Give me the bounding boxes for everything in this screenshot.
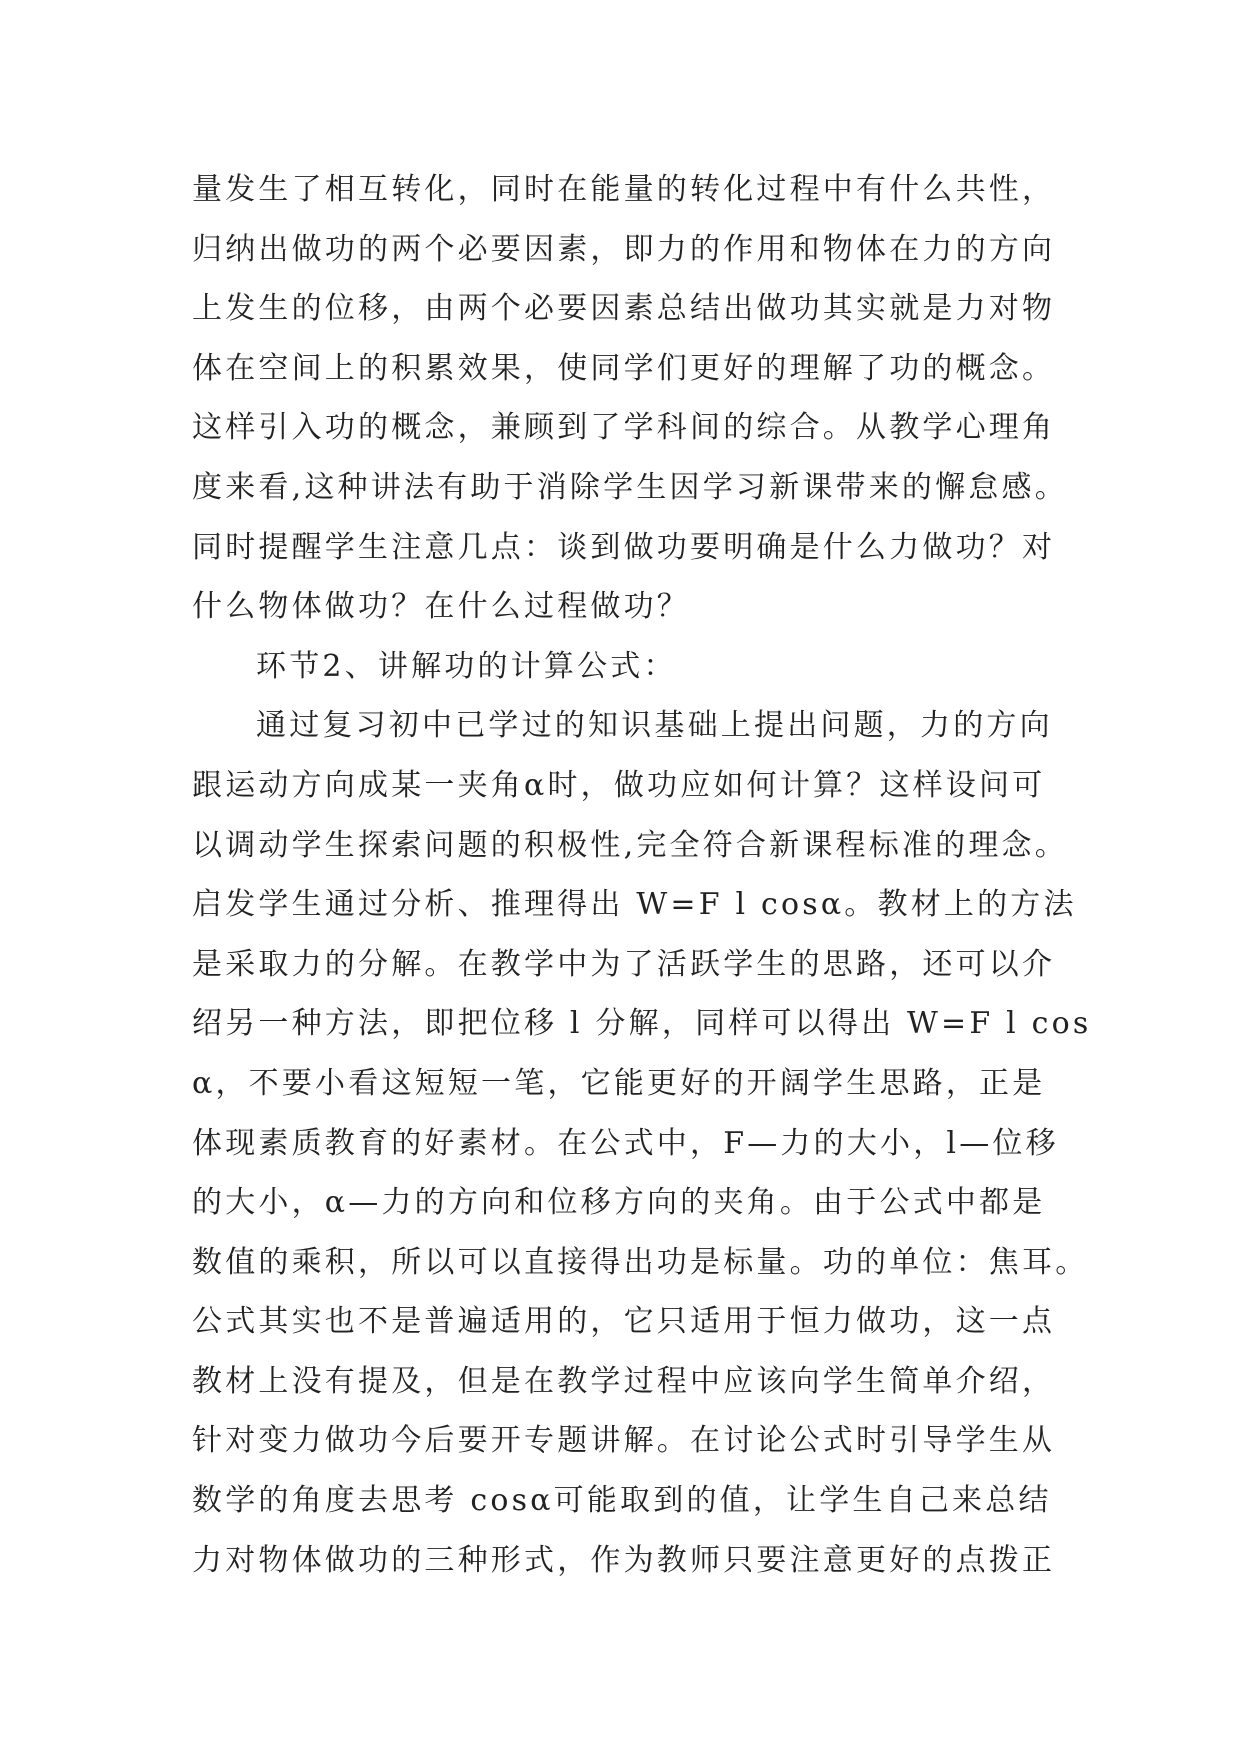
paragraph-start-line: 通过复习初中已学过的知识基础上提出问题，力的方向 <box>256 708 1053 744</box>
text-line: 力对物体做功的三种形式，作为教师只要注意更好的点拨正 <box>192 1542 1056 1578</box>
text-line: 是采取力的分解。在教学中为了活跃学生的思路，还可以介 <box>192 946 1056 982</box>
text-line: 针对变力做功今后要开专题讲解。在讨论公式时引导学生从 <box>192 1423 1056 1459</box>
text-line: 绍另一种方法，即把位移 l 分解，同样可以得出 W=F l cos <box>192 1006 1092 1042</box>
text-line: 公式其实也不是普遍适用的，它只适用于恒力做功，这一点 <box>192 1304 1056 1340</box>
text-line: 量发生了相互转化，同时在能量的转化过程中有什么共性， <box>192 172 1056 207</box>
text-line: 教材上没有提及，但是在教学过程中应该向学生简单介绍， <box>192 1363 1056 1399</box>
text-line: 跟运动方向成某一夹角α时，做功应如何计算？这样设问可 <box>192 767 1046 803</box>
text-line: 的大小，α—力的方向和位移方向的夹角。由于公式中都是 <box>192 1185 1046 1221</box>
text-line: 体现素质教育的好素材。在公式中，F—力的大小，l—位移 <box>192 1125 1059 1161</box>
text-line: 什么物体做功？在什么过程做功？ <box>192 589 690 625</box>
text-line: 体在空间上的积累效果，使同学们更好的理解了功的概念。 <box>192 350 1056 386</box>
text-line: 度来看,这种讲法有助于消除学生因学习新课带来的懈怠感。 <box>192 469 1068 505</box>
text-line: 数值的乘积，所以可以直接得出功是标量。功的单位：焦耳。 <box>192 1244 1089 1280</box>
text-line: 启发学生通过分析、推理得出 W=F l cosα。教材上的方法 <box>192 887 1077 923</box>
text-line: 数学的角度去思考 cosα可能取到的值，让学生自己来总结 <box>192 1483 1052 1519</box>
text-line: 以调动学生探索问题的积极性,完全符合新课程标准的理念。 <box>192 827 1068 863</box>
section-heading: 环节2、讲解功的计算公式： <box>256 648 677 684</box>
text-line: 同时提醒学生注意几点：谈到做功要明确是什么力做功？对 <box>192 529 1056 565</box>
text-line: 归纳出做功的两个必要因素，即力的作用和物体在力的方向 <box>192 231 1056 267</box>
text-line: α，不要小看这短短一笔，它能更好的开阔学生思路，正是 <box>192 1065 1046 1101</box>
body-text <box>192 160 1092 1590</box>
text-line: 上发生的位移，由两个必要因素总结出做功其实就是力对物 <box>192 291 1056 327</box>
text-line: 这样引入功的概念，兼顾到了学科间的综合。从教学心理角 <box>192 410 1056 446</box>
